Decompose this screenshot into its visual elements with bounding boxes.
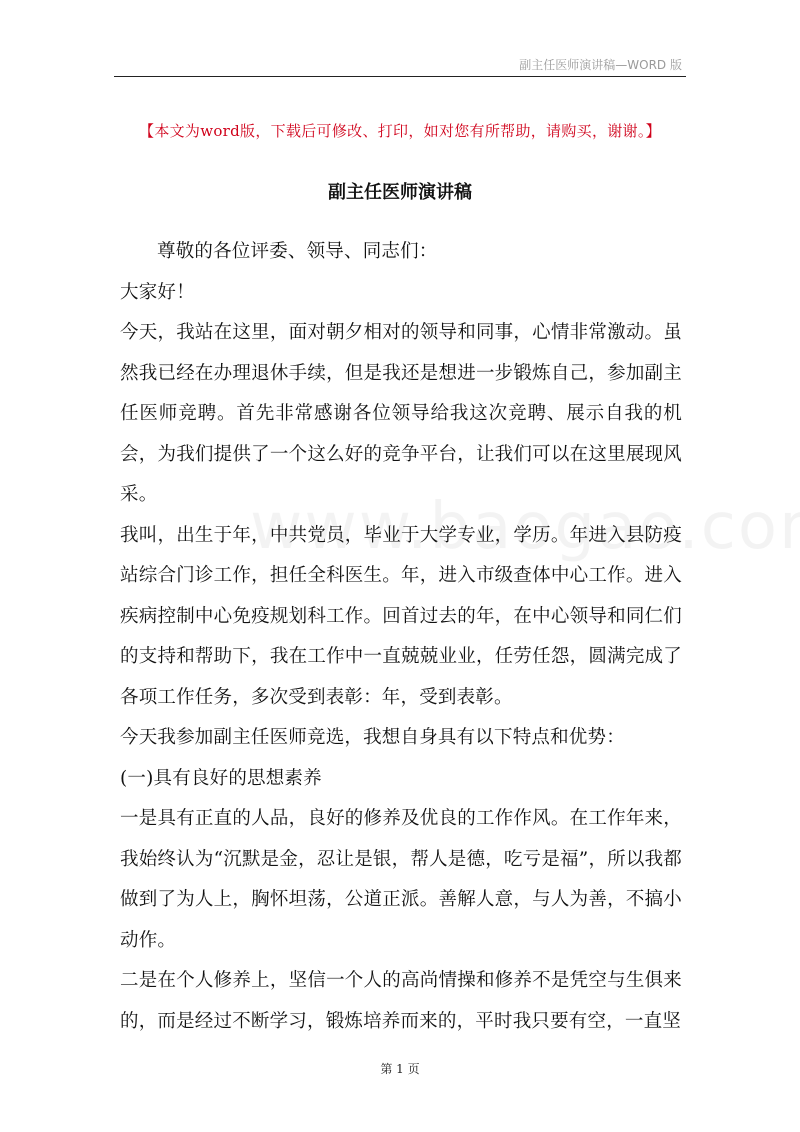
document-body bbox=[120, 232, 682, 1042]
paragraph-intro: 今天，我站在这里，面对朝夕相对的领导和同事，心情非常激动。虽然我已经在办理退休手续，但是我还是想进一步锻炼自己，参加副主任医师竞聘。首先非常感谢各位领导给我这次竞聘、展示自我的机会，为我们提供了一个这么好的竞争平台，让我们可以在这里展现风采。 bbox=[120, 322, 682, 505]
paragraph-background: 我叫，出生于年，中共党员，毕业于大学专业，学历。年进入县防疫站综合门诊工作，担任全科医生。年，进入市级查体中心工作。进入疾病控制中心免疫规划科工作。回首过去的年，在中心领导和同仁们的支持和帮助下，我在工作中一直兢兢业业，任劳任怨，圆满完成了各项工作任务，多次受到表彰：年，受到表彰。 bbox=[120, 524, 682, 708]
download-notice: 【本文为word版，下载后可修改、打印，如对您有所帮助，请购买，谢谢。】 bbox=[139, 122, 661, 140]
paragraph-greeting: 尊敬的各位评委、领导、同志们： bbox=[157, 241, 438, 262]
header-divider bbox=[114, 76, 686, 77]
paragraph-hello: 大家好！ bbox=[120, 281, 195, 303]
page-number: 第 1 页 bbox=[380, 1062, 420, 1076]
paragraph-advantages: 今天我参加副主任医师竞选，我想自身具有以下特点和优势： bbox=[120, 727, 625, 748]
section-heading-1: (一)具有良好的思想素养 bbox=[120, 767, 322, 789]
document-title: 副主任医师演讲稿 bbox=[328, 182, 472, 203]
paragraph-point-2: 二是在个人修养上，坚信一个人的高尚情操和修养不是凭空与生俱来的，而是经过不断学习，锻炼培养而来的，平时我只要有空，一直坚 bbox=[120, 970, 682, 1032]
paragraph-point-1: 一是具有正直的人品，良好的修养及优良的工作作风。在工作年来，我始终认为“沉默是金，忍让是银，帮人是德，吃亏是福”，所以我都做到了为人上，胸怀坦荡，公道正派。善解人意，与人为善，不搞小动作。 bbox=[120, 808, 682, 951]
page-header-title: 副主任医师演讲稿—WORD 版 bbox=[519, 58, 682, 72]
